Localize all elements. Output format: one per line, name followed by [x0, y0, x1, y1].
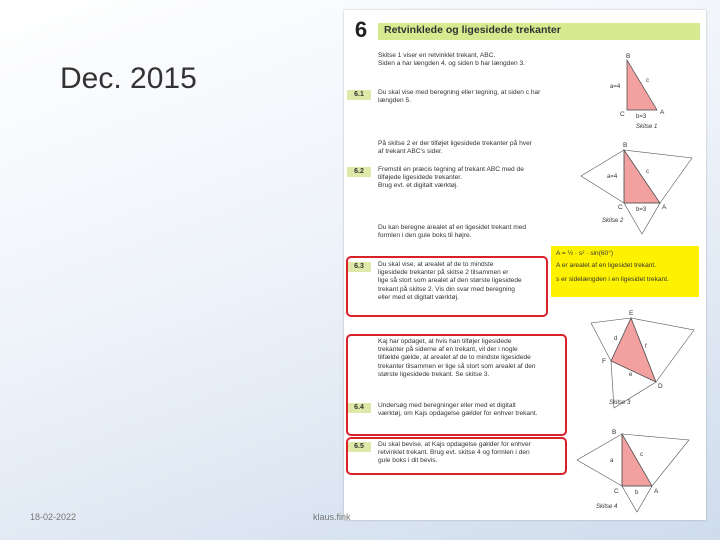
description-text-kaj: Kaj har opdaget, at hvis han tilføjer ligesidede trekanter på siderne af en trekant, vil der i nogle tilfælde gælde, at arealet af de to mindste ligesidede trekanter tilsammen er lige så stort som arealet af den største ligesidede trekant. Se skitse 3.: [378, 338, 536, 378]
slide-title: Dec. 2015: [60, 62, 197, 95]
sketch-4: [577, 429, 689, 512]
sketch-4-label-c-vertex: C: [614, 488, 619, 495]
task-text-6-3: Du skal vise, at arealet af de to mindste ligesidede trekanter på skitse 2 tilsammen er lige så stort som arealet af den største ligesidede trekant på skitse 2. Vis din svar med beregning eller med et digitalt værktøj.: [378, 261, 522, 301]
sketch-2-label-side-b: b=3: [636, 207, 647, 213]
sketch-4-label-b-vertex: B: [612, 429, 617, 436]
task-tag-6-4: 6.4: [347, 403, 371, 413]
description-text-sketch-2: På skitse 2 er der tilføjet ligesidede trekanter på hver af trekant ABC's sider.: [378, 140, 532, 156]
sketch-4-equilateral-a: [577, 434, 622, 486]
sketch-3: [591, 310, 694, 408]
sketch-3-label-f-vertex: F: [602, 358, 606, 365]
sketch-1-triangle: [627, 60, 657, 110]
sketch-2-label-side-c: c: [646, 169, 649, 175]
formula-area-note: A er arealet af en ligesidet trekant.: [556, 262, 657, 269]
sketch-3-label-d-vertex: D: [658, 383, 663, 390]
sketch-3-label-side-e: e: [629, 372, 633, 378]
annotation-box-6-5: [346, 437, 567, 475]
task-text-6-1: Du skal vise med beregning eller tegning, at siden c har længden 5.: [378, 89, 541, 105]
sketch-1-label-side-a: a=4: [610, 84, 621, 90]
annotation-box-6-4: [346, 334, 567, 436]
worksheet-page: [344, 10, 706, 520]
sketch-2-equilateral-a: [581, 150, 624, 203]
sketch-2: [581, 142, 692, 234]
footer-date: 18-02-2022: [30, 512, 77, 522]
sketch-1-label-a-vertex: A: [660, 109, 665, 116]
description-text-formula: Du kan beregne arealet af en ligesidet trekant med formlen i den gule boks til højre.: [378, 224, 527, 240]
sketch-4-label-a-vertex: A: [654, 488, 659, 495]
intro-text: Skitse 1 viser en retvinklet trekant, ABC. Siden a har længden 4, og siden b har længden 3.: [378, 52, 526, 68]
task-text-6-4: Undersøg med beregninger eller med et digitalt værktøj, om Kajs opdagelse gælder for enhver trekant.: [378, 402, 538, 418]
sketch-1-label-c-vertex: C: [620, 111, 625, 118]
sketch-4-label-side-b: b: [635, 490, 639, 496]
task-tag-6-3: 6.3: [347, 262, 371, 272]
sketch-2-label-c-vertex: C: [618, 204, 623, 211]
section-number: 6: [354, 17, 368, 42]
formula-side-note: s er sidelængden i en ligesidet trekant.: [556, 276, 669, 283]
annotation-box-6-3: [346, 256, 548, 317]
sketch-3-label-side-d: d: [614, 336, 618, 342]
sketch-2-label-b-vertex: B: [623, 142, 628, 149]
task-text-6-2: Fremstil en præcis tegning af trekant ABC med de tilføjede ligesidede trekanter. Brug evt. et digitalt værktøj.: [378, 166, 524, 190]
sketch-3-triangle: [611, 318, 656, 382]
task-tag-6-2: 6.2: [347, 167, 371, 177]
sketch-1-label-side-c: c: [646, 78, 649, 84]
sketch-2-label-side-a: a=4: [607, 174, 618, 180]
sketch-2-caption: Skitse 2: [602, 218, 624, 224]
sketch-4-caption: Skitse 4: [596, 504, 618, 510]
sketch-1: [610, 53, 665, 130]
sketch-1-label-side-b: b=3: [636, 114, 647, 120]
sketch-4-label-side-a: a: [610, 458, 614, 464]
task-tag-6-1: 6.1: [347, 90, 371, 100]
sketch-1-label-b-vertex: B: [626, 53, 631, 60]
sketch-1-caption: Skitse 1: [636, 124, 658, 130]
sketch-3-label-e-vertex: E: [629, 310, 634, 317]
sketch-2-label-a-vertex: A: [662, 204, 667, 211]
task-text-6-5: Du skal bevise, at Kajs opdagelse gælder for enhver retvinklet trekant. Brug evt. skitse 4 og formlen i den gule boks i dit bevis.: [378, 441, 531, 465]
section-title: Retvinklede og ligesidede trekanter: [384, 24, 561, 36]
formula-equation: A = ½ · s² · sin(60°): [556, 250, 614, 257]
sketch-4-label-side-c: c: [640, 452, 643, 458]
sketch-3-caption: Skitse 3: [609, 400, 631, 406]
footer-author: klaus.fink: [313, 512, 351, 522]
task-tag-6-5: 6.5: [347, 442, 371, 452]
sketch-3-label-side-f: f: [645, 344, 647, 350]
